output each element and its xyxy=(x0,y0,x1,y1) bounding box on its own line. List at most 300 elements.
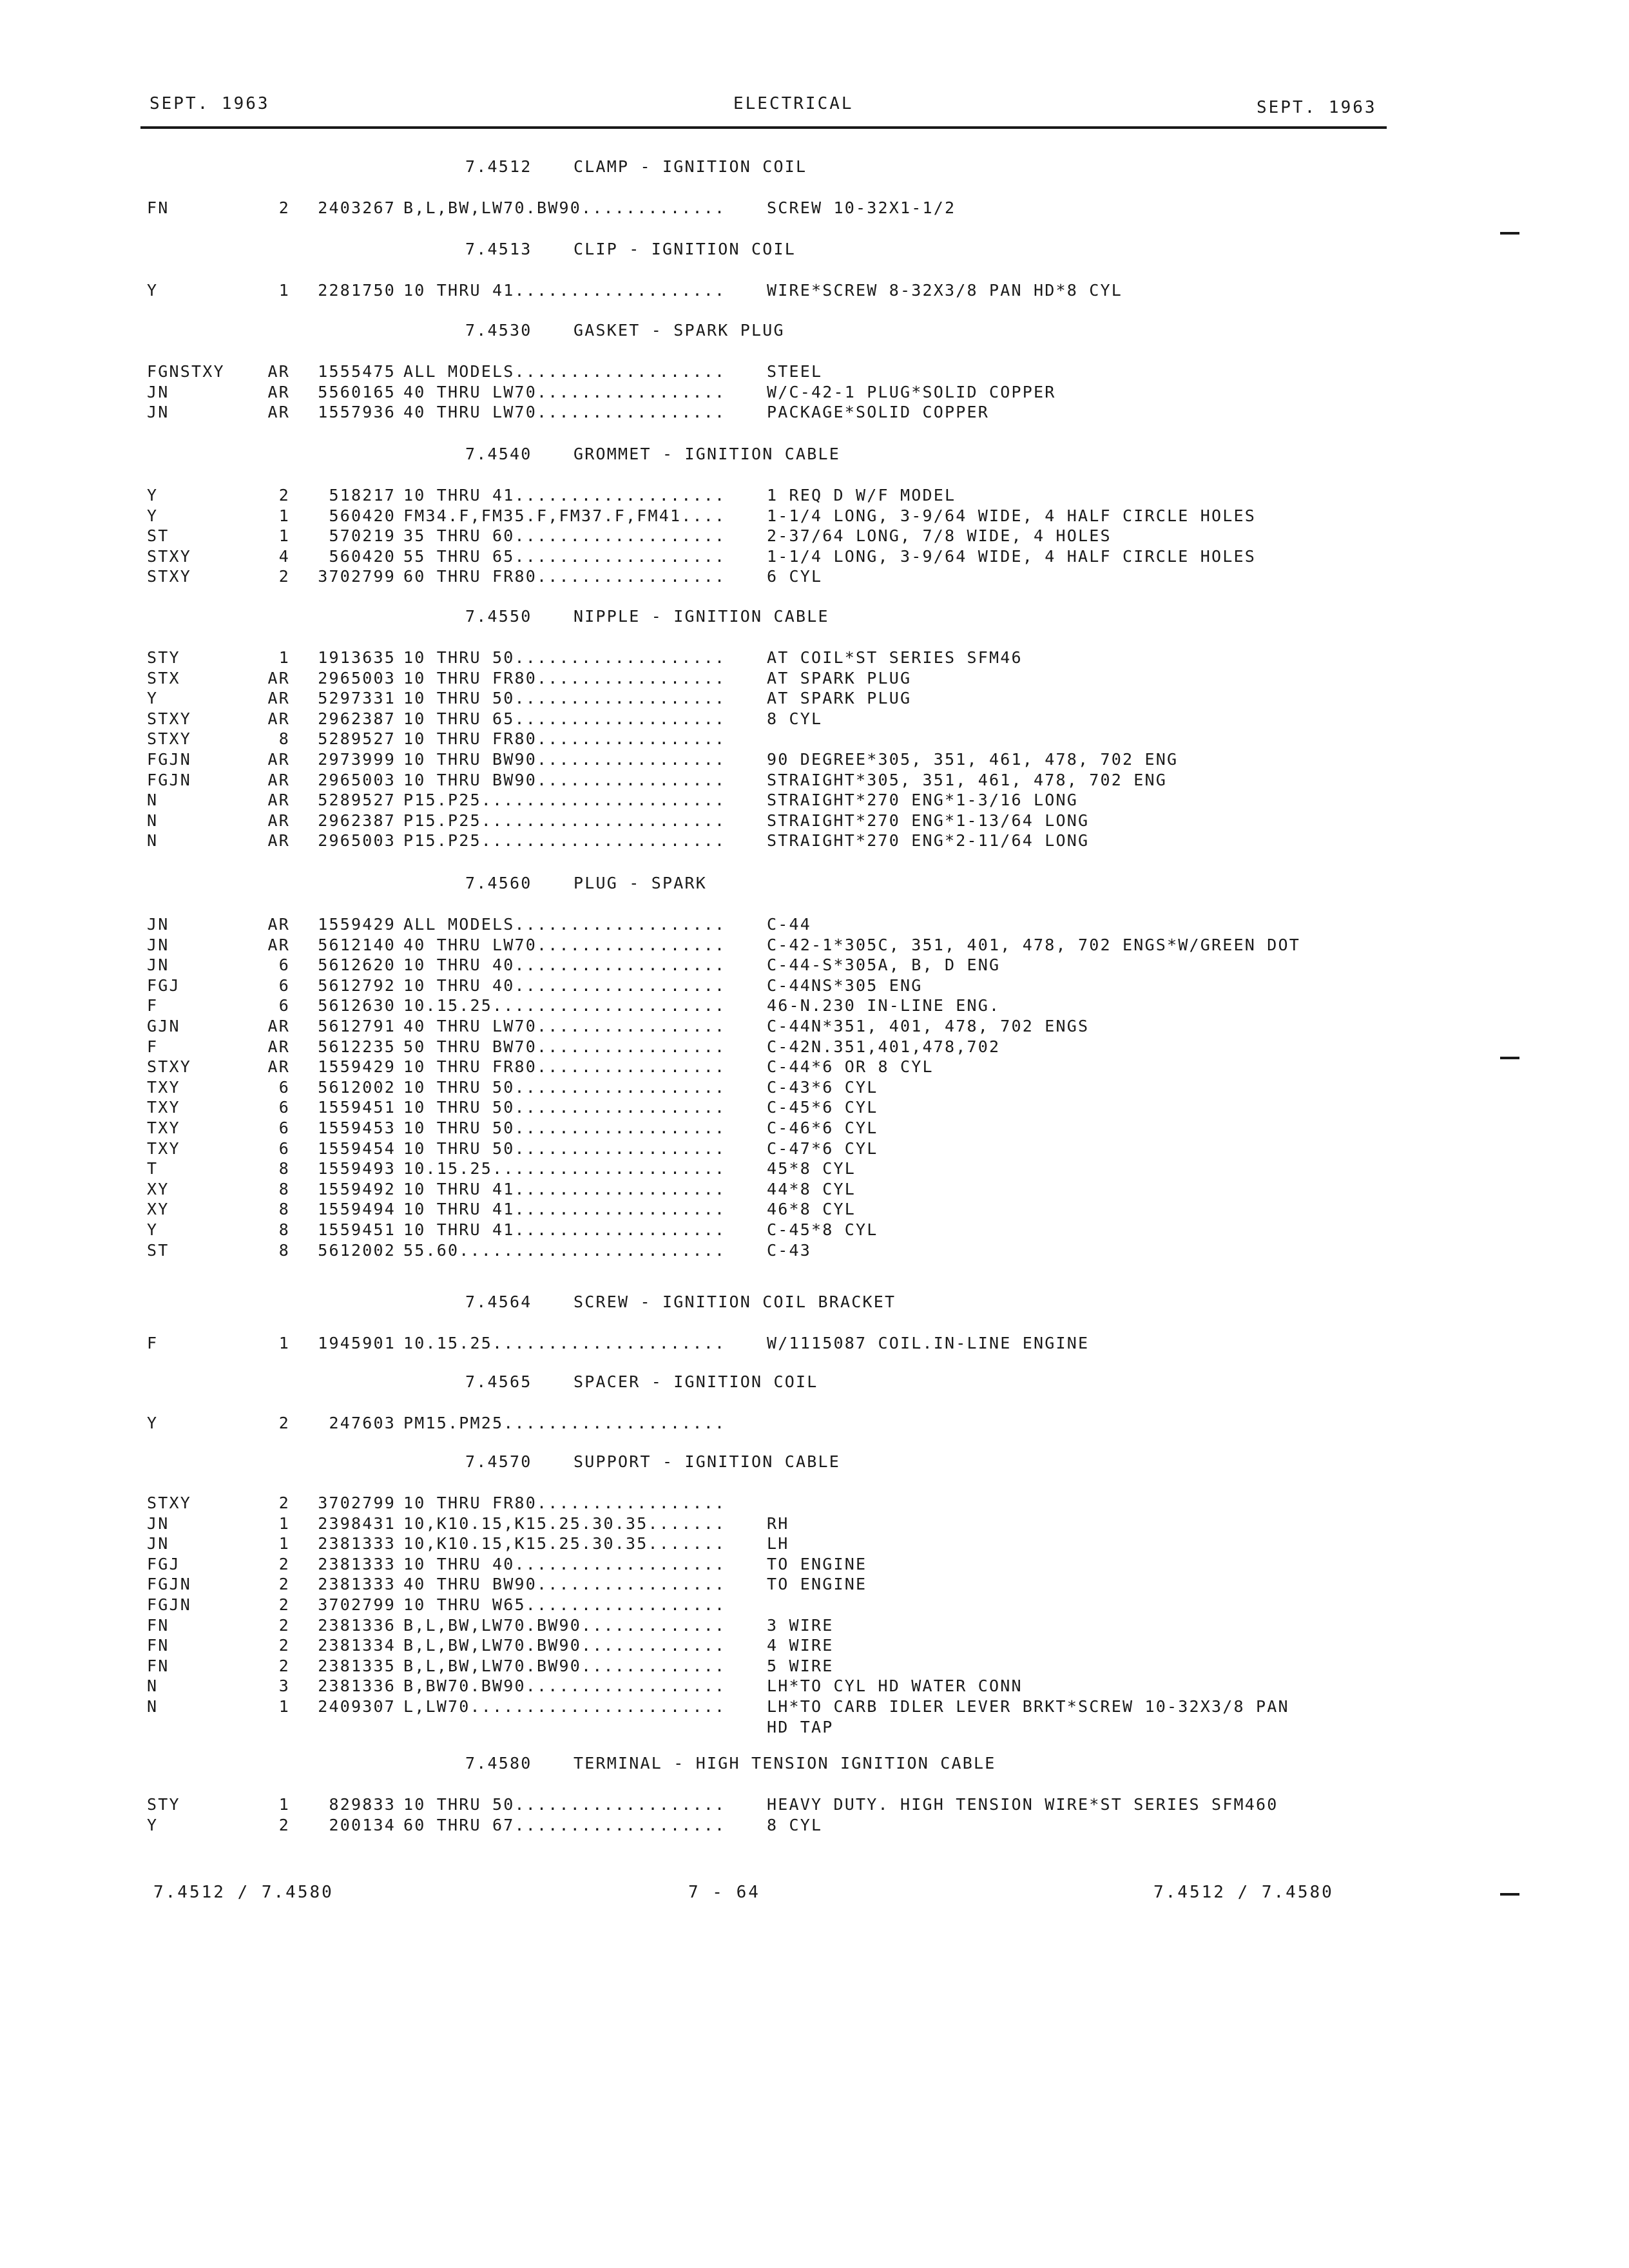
quantity: AR xyxy=(267,668,290,687)
description: C-44N*351, 401, 478, 702 ENGS xyxy=(767,1017,1090,1035)
part-row xyxy=(0,915,1629,936)
model-code: JN xyxy=(147,915,169,934)
model-code: N xyxy=(147,831,159,850)
part-number: 2962387 xyxy=(318,811,396,830)
quantity: 2 xyxy=(278,486,290,505)
description: STRAIGHT*270 ENG*1-3/16 LONG xyxy=(767,791,1079,810)
model-code: Y xyxy=(147,689,159,708)
part-row xyxy=(0,1334,1629,1354)
description: TO ENGINE xyxy=(767,1575,867,1594)
section-title: SCREW - IGNITION COIL BRACKET xyxy=(574,1293,896,1311)
part-row xyxy=(0,791,1629,811)
model-range: 10 THRU 41................... xyxy=(403,486,726,505)
part-row xyxy=(0,198,1629,219)
description: 1-1/4 LONG, 3-9/64 WIDE, 4 HALF CIRCLE HOLES xyxy=(767,546,1257,566)
model-range: 35 THRU 60................... xyxy=(403,526,726,546)
part-number: 560420 xyxy=(329,546,396,566)
model-code: JN xyxy=(147,382,169,401)
model-range: 10 THRU 50................... xyxy=(403,1077,726,1097)
part-number: 3702799 xyxy=(318,1494,396,1512)
part-row xyxy=(0,956,1629,976)
description: LH*TO CYL HD WATER CONN xyxy=(767,1677,1023,1696)
description: W/C-42-1 PLUG*SOLID COPPER xyxy=(767,382,1056,401)
model-range: 10 THRU FR80................. xyxy=(403,1057,726,1077)
description: 8 CYL xyxy=(767,709,823,728)
quantity: 8 xyxy=(278,1240,290,1260)
section-title: SUPPORT - IGNITION CABLE xyxy=(574,1452,841,1471)
part-number: 570219 xyxy=(329,526,396,546)
description: 1-1/4 LONG, 3-9/64 WIDE, 4 HALF CIRCLE HOLES xyxy=(767,506,1257,525)
section-number: 7.4564 xyxy=(465,1293,532,1311)
model-range: 55.60........................ xyxy=(403,1240,726,1260)
section-title: TERMINAL - HIGH TENSION IGNITION CABLE xyxy=(574,1754,996,1773)
page-number: 7 - 64 xyxy=(688,1883,760,1902)
model-code: STX xyxy=(147,668,180,687)
quantity: 6 xyxy=(278,1139,290,1158)
part-number: 1945901 xyxy=(318,1334,396,1352)
quantity: 6 xyxy=(278,1077,290,1097)
section-title: GASKET - SPARK PLUG xyxy=(574,321,785,340)
part-row xyxy=(0,506,1629,527)
part-number: 247603 xyxy=(329,1414,396,1432)
part-number: 1559493 xyxy=(318,1159,396,1178)
quantity: 1 xyxy=(278,1697,290,1716)
quantity: 2 xyxy=(278,567,290,586)
section-number: 7.4570 xyxy=(465,1452,532,1471)
part-row xyxy=(0,1098,1629,1119)
description: C-42N.351,401,478,702 xyxy=(767,1037,1001,1056)
model-range: ALL MODELS................... xyxy=(403,362,726,381)
model-range: 40 THRU LW70................. xyxy=(403,403,726,422)
part-row xyxy=(0,383,1629,403)
description: STRAIGHT*305, 351, 461, 478, 702 ENG xyxy=(767,770,1168,789)
model-range: 10 THRU 50................... xyxy=(403,689,726,708)
model-range: 10 THRU BW90................. xyxy=(403,750,726,769)
model-range: 10 THRU 50................... xyxy=(403,1119,726,1137)
part-row xyxy=(0,1534,1629,1555)
model-range: 10 THRU 41................... xyxy=(403,1200,726,1219)
part-number: 1557936 xyxy=(318,403,396,422)
part-row xyxy=(0,1119,1629,1139)
section-title: CLAMP - IGNITION COIL xyxy=(574,157,807,176)
description: STEEL xyxy=(767,362,823,381)
quantity: 6 xyxy=(278,975,290,995)
model-code: FGNSTXY xyxy=(147,362,225,381)
description: PACKAGE*SOLID COPPER xyxy=(767,403,990,422)
part-row xyxy=(0,1037,1629,1058)
part-row xyxy=(0,1139,1629,1160)
part-number: 1559429 xyxy=(318,915,396,934)
part-row xyxy=(0,1677,1629,1697)
model-code: Y xyxy=(147,1815,159,1834)
quantity: 8 xyxy=(278,1179,290,1198)
margin-mark xyxy=(1500,232,1519,235)
part-row xyxy=(0,750,1629,771)
model-range: P15.P25...................... xyxy=(403,811,726,830)
part-number: 2381336 xyxy=(318,1615,396,1635)
section-title: SPACER - IGNITION COIL xyxy=(574,1372,818,1391)
description: 46-N.230 IN-LINE ENG. xyxy=(767,996,1001,1015)
quantity: AR xyxy=(267,831,290,850)
model-range: 40 THRU LW70................. xyxy=(403,1017,726,1035)
quantity: 2 xyxy=(278,1815,290,1834)
quantity: AR xyxy=(267,935,290,954)
section-number: 7.4550 xyxy=(465,607,532,626)
part-number: 2381334 xyxy=(318,1636,396,1655)
description: HEAVY DUTY. HIGH TENSION WIRE*ST SERIES SFM460 xyxy=(767,1795,1278,1814)
model-range: 40 THRU LW70................. xyxy=(403,935,726,954)
part-number: 2398431 xyxy=(318,1514,396,1533)
model-range: 10 THRU FR80................. xyxy=(403,729,726,749)
model-code: FGJN xyxy=(147,1595,192,1614)
description: 3 WIRE xyxy=(767,1615,834,1635)
part-row xyxy=(0,831,1629,852)
margin-mark xyxy=(1500,1893,1519,1896)
part-row xyxy=(0,1795,1629,1816)
model-range: P15.P25...................... xyxy=(403,831,726,850)
model-code: F xyxy=(147,1037,159,1056)
quantity: 2 xyxy=(278,1494,290,1512)
header-date-right: SEPT. 1963 xyxy=(1257,98,1377,117)
part-number: 2381333 xyxy=(318,1554,396,1573)
quantity: 2 xyxy=(278,1414,290,1432)
description: 45*8 CYL xyxy=(767,1159,856,1178)
quantity: 1 xyxy=(278,1534,290,1553)
part-number: 2409307 xyxy=(318,1697,396,1716)
quantity: 2 xyxy=(278,1575,290,1594)
quantity: 1 xyxy=(278,506,290,525)
model-code: STXY xyxy=(147,546,192,566)
part-row xyxy=(0,976,1629,997)
description: TO ENGINE xyxy=(767,1554,867,1573)
model-range: 10 THRU 50................... xyxy=(403,648,726,667)
model-range: 10 THRU 65................... xyxy=(403,709,726,728)
part-row xyxy=(0,1555,1629,1575)
part-number: 5612002 xyxy=(318,1240,396,1260)
part-row xyxy=(0,1159,1629,1180)
quantity: 2 xyxy=(278,1615,290,1635)
section-number: 7.4513 xyxy=(465,240,532,258)
part-number: 1559494 xyxy=(318,1200,396,1219)
quantity: AR xyxy=(267,811,290,830)
model-code: ST xyxy=(147,1240,169,1260)
description: STRAIGHT*270 ENG*1-13/64 LONG xyxy=(767,811,1090,830)
quantity: 1 xyxy=(278,526,290,546)
description: AT SPARK PLUG xyxy=(767,689,912,708)
description: C-43*6 CYL xyxy=(767,1077,878,1097)
part-row xyxy=(0,1078,1629,1099)
description: RH xyxy=(767,1514,789,1533)
quantity: AR xyxy=(267,791,290,810)
part-number: 5560165 xyxy=(318,382,396,401)
model-range: 10 THRU W65.................. xyxy=(403,1595,726,1614)
part-row xyxy=(0,936,1629,956)
model-code: JN xyxy=(147,956,169,975)
model-range: 10.15.25..................... xyxy=(403,1159,726,1178)
part-number: 5612002 xyxy=(318,1077,396,1097)
quantity: AR xyxy=(267,750,290,769)
description: C-47*6 CYL xyxy=(767,1139,878,1158)
quantity: AR xyxy=(267,403,290,422)
description: 90 DEGREE*305, 351, 461, 478, 702 ENG xyxy=(767,750,1179,769)
model-code: JN xyxy=(147,403,169,422)
description: LH xyxy=(767,1534,789,1553)
model-range: 60 THRU 67................... xyxy=(403,1815,726,1834)
footer-range-left: 7.4512 / 7.4580 xyxy=(153,1883,334,1902)
model-range: B,L,BW,LW70.BW90............. xyxy=(403,1656,726,1675)
quantity: 1 xyxy=(278,1334,290,1352)
part-row xyxy=(0,1697,1629,1736)
description: 5 WIRE xyxy=(767,1656,834,1675)
model-code: F xyxy=(147,1334,159,1352)
description: SCREW 10-32X1-1/2 xyxy=(767,198,956,217)
description: C-45*8 CYL xyxy=(767,1220,878,1239)
part-number: 1555475 xyxy=(318,362,396,381)
model-code: TXY xyxy=(147,1098,180,1117)
model-code: STXY xyxy=(147,729,192,749)
part-number: 829833 xyxy=(329,1795,396,1814)
model-code: N xyxy=(147,1697,159,1716)
part-row xyxy=(0,1514,1629,1535)
model-code: FGJN xyxy=(147,750,192,769)
model-code: TXY xyxy=(147,1077,180,1097)
model-code: XY xyxy=(147,1179,169,1198)
part-row xyxy=(0,1816,1629,1836)
model-range: 10 THRU 40................... xyxy=(403,956,726,975)
model-code: TXY xyxy=(147,1139,180,1158)
part-row xyxy=(0,669,1629,689)
part-number: 2962387 xyxy=(318,709,396,728)
part-row xyxy=(0,689,1629,709)
model-range: L,LW70....................... xyxy=(403,1697,726,1716)
part-number: 1559453 xyxy=(318,1119,396,1137)
model-code: GJN xyxy=(147,1017,180,1035)
part-row xyxy=(0,1657,1629,1677)
part-row xyxy=(0,729,1629,750)
description: AT COIL*ST SERIES SFM46 xyxy=(767,648,1023,667)
part-row xyxy=(0,403,1629,423)
part-row xyxy=(0,1200,1629,1220)
section-number: 7.4530 xyxy=(465,321,532,340)
quantity: 8 xyxy=(278,1200,290,1219)
part-row xyxy=(0,1595,1629,1616)
header-rule xyxy=(140,126,1387,129)
description: C-44NS*305 ENG xyxy=(767,975,923,995)
part-row xyxy=(0,1636,1629,1657)
model-range: P15.P25...................... xyxy=(403,791,726,810)
part-row xyxy=(0,1220,1629,1241)
part-number: 2381336 xyxy=(318,1677,396,1696)
model-range: 50 THRU BW70................. xyxy=(403,1037,726,1056)
model-range: 40 THRU BW90................. xyxy=(403,1575,726,1594)
description: C-42-1*305C, 351, 401, 478, 702 ENGS*W/GREEN DOT xyxy=(767,935,1301,954)
description-continued: HD TAP xyxy=(767,1718,834,1736)
model-code: STXY xyxy=(147,1494,192,1512)
part-number: 1559451 xyxy=(318,1220,396,1239)
quantity: 2 xyxy=(278,1595,290,1614)
quantity: AR xyxy=(267,1057,290,1077)
part-number: 2381333 xyxy=(318,1534,396,1553)
model-code: Y xyxy=(147,506,159,525)
quantity: AR xyxy=(267,1037,290,1056)
part-number: 2281750 xyxy=(318,281,396,300)
model-range: 40 THRU LW70................. xyxy=(403,382,726,401)
quantity: 3 xyxy=(278,1677,290,1696)
part-number: 518217 xyxy=(329,486,396,505)
model-range: 10 THRU 41................... xyxy=(403,1220,726,1239)
quantity: 8 xyxy=(278,729,290,749)
part-number: 200134 xyxy=(329,1815,396,1834)
part-row xyxy=(0,771,1629,791)
header-date-left: SEPT. 1963 xyxy=(149,94,270,113)
part-number: 1559429 xyxy=(318,1057,396,1077)
model-code: Y xyxy=(147,1220,159,1239)
part-row xyxy=(0,486,1629,506)
part-row xyxy=(0,526,1629,547)
footer-range-right: 7.4512 / 7.4580 xyxy=(1153,1883,1334,1902)
model-code: N xyxy=(147,1677,159,1696)
description: C-46*6 CYL xyxy=(767,1119,878,1137)
model-code: N xyxy=(147,791,159,810)
quantity: AR xyxy=(267,1017,290,1035)
part-row xyxy=(0,281,1629,302)
quantity: 1 xyxy=(278,1795,290,1814)
model-range: 10 THRU 40................... xyxy=(403,975,726,995)
header-section-title: ELECTRICAL xyxy=(733,94,854,113)
model-code: STXY xyxy=(147,1057,192,1077)
part-number: 1559454 xyxy=(318,1139,396,1158)
quantity: 6 xyxy=(278,1119,290,1137)
section-number: 7.4560 xyxy=(465,874,532,892)
model-code: STXY xyxy=(147,709,192,728)
model-code: N xyxy=(147,811,159,830)
model-range: 10 THRU 40................... xyxy=(403,1554,726,1573)
part-row xyxy=(0,362,1629,383)
model-range: 55 THRU 65................... xyxy=(403,546,726,566)
model-code: Y xyxy=(147,1414,159,1432)
quantity: AR xyxy=(267,770,290,789)
description: WIRE*SCREW 8-32X3/8 PAN HD*8 CYL xyxy=(767,281,1123,300)
description: 46*8 CYL xyxy=(767,1200,856,1219)
section-title: GROMMET - IGNITION CABLE xyxy=(574,445,841,463)
part-number: 2965003 xyxy=(318,770,396,789)
quantity: 8 xyxy=(278,1159,290,1178)
part-number: 5289527 xyxy=(318,791,396,810)
model-range: B,L,BW,LW70.BW90............. xyxy=(403,1636,726,1655)
part-number: 2965003 xyxy=(318,668,396,687)
description: 44*8 CYL xyxy=(767,1179,856,1198)
description: 2-37/64 LONG, 7/8 WIDE, 4 HOLES xyxy=(767,526,1112,546)
part-number: 5612792 xyxy=(318,975,396,995)
part-row xyxy=(0,1057,1629,1078)
model-range: 10 THRU FR80................. xyxy=(403,668,726,687)
section-title: PLUG - SPARK xyxy=(574,874,708,892)
part-number: 5612235 xyxy=(318,1037,396,1056)
quantity: 4 xyxy=(278,546,290,566)
description: C-44-S*305A, B, D ENG xyxy=(767,956,1001,975)
quantity: AR xyxy=(267,689,290,708)
model-range: PM15.PM25.................... xyxy=(403,1414,726,1432)
part-number: 1913635 xyxy=(318,648,396,667)
description: C-44*6 OR 8 CYL xyxy=(767,1057,934,1077)
model-code: FGJN xyxy=(147,1575,192,1594)
quantity: 6 xyxy=(278,1098,290,1117)
section-number: 7.4580 xyxy=(465,1754,532,1773)
model-code: Y xyxy=(147,281,159,300)
part-row xyxy=(0,1494,1629,1514)
model-code: XY xyxy=(147,1200,169,1219)
model-code: STY xyxy=(147,648,180,667)
section-number: 7.4540 xyxy=(465,445,532,463)
quantity: AR xyxy=(267,382,290,401)
part-number: 3702799 xyxy=(318,567,396,586)
part-row xyxy=(0,567,1629,588)
model-range: B,BW70.BW90.................. xyxy=(403,1677,726,1696)
part-number: 5612620 xyxy=(318,956,396,975)
description: STRAIGHT*270 ENG*2-11/64 LONG xyxy=(767,831,1090,850)
part-number: 2381333 xyxy=(318,1575,396,1594)
quantity: 1 xyxy=(278,1514,290,1533)
model-code: FGJ xyxy=(147,975,180,995)
model-range: B,L,BW,LW70.BW90............. xyxy=(403,1615,726,1635)
model-code: FGJ xyxy=(147,1554,180,1573)
model-range: 10 THRU FR80................. xyxy=(403,1494,726,1512)
part-number: 2965003 xyxy=(318,831,396,850)
description: 4 WIRE xyxy=(767,1636,834,1655)
model-range: 10.15.25..................... xyxy=(403,1334,726,1352)
section-number: 7.4512 xyxy=(465,157,532,176)
model-code: F xyxy=(147,996,159,1015)
description: LH*TO CARB IDLER LEVER BRKT*SCREW 10-32X3/8 PAN xyxy=(767,1697,1289,1716)
model-range: 10,K10.15,K15.25.30.35....... xyxy=(403,1514,726,1533)
quantity: 1 xyxy=(278,281,290,300)
model-range: 10 THRU 50................... xyxy=(403,1795,726,1814)
model-code: Y xyxy=(147,486,159,505)
model-code: FN xyxy=(147,1615,169,1635)
model-code: JN xyxy=(147,935,169,954)
description: AT SPARK PLUG xyxy=(767,668,912,687)
part-row xyxy=(0,811,1629,832)
model-range: 60 THRU FR80................. xyxy=(403,567,726,586)
description: 8 CYL xyxy=(767,1815,823,1834)
margin-mark xyxy=(1500,1057,1519,1059)
model-code: T xyxy=(147,1159,159,1178)
model-code: FN xyxy=(147,1636,169,1655)
model-code: JN xyxy=(147,1514,169,1533)
model-code: STY xyxy=(147,1795,180,1814)
model-range: 10 THRU 41................... xyxy=(403,1179,726,1198)
part-number: 1559451 xyxy=(318,1098,396,1117)
part-row xyxy=(0,709,1629,730)
quantity: AR xyxy=(267,362,290,381)
part-row xyxy=(0,1414,1629,1434)
model-range: 10 THRU BW90................. xyxy=(403,770,726,789)
section-title: NIPPLE - IGNITION CABLE xyxy=(574,607,829,626)
part-number: 5297331 xyxy=(318,689,396,708)
description: 1 REQ D W/F MODEL xyxy=(767,486,956,505)
model-range: 10,K10.15,K15.25.30.35....... xyxy=(403,1534,726,1553)
part-row xyxy=(0,1616,1629,1637)
model-code: FN xyxy=(147,1656,169,1675)
part-number: 5289527 xyxy=(318,729,396,749)
description: W/1115087 COIL.IN-LINE ENGINE xyxy=(767,1334,1090,1352)
description: C-43 xyxy=(767,1240,812,1260)
quantity: 2 xyxy=(278,1636,290,1655)
model-code: ST xyxy=(147,526,169,546)
quantity: 1 xyxy=(278,648,290,667)
part-number: 2381335 xyxy=(318,1656,396,1675)
model-range: ALL MODELS................... xyxy=(403,915,726,934)
